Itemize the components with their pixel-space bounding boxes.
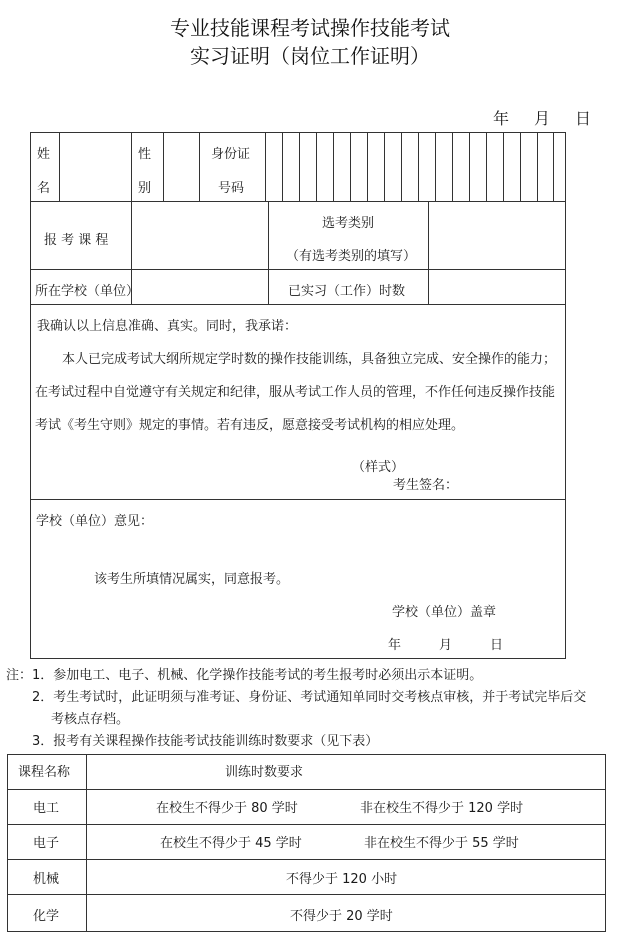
date-year: 年	[493, 109, 510, 128]
table-header-requirement: 训练时数要求	[225, 765, 304, 780]
table-border-right	[605, 754, 606, 932]
id-digit-divider	[520, 132, 521, 202]
row-divider	[30, 269, 566, 270]
id-digit-divider	[503, 132, 504, 202]
cell-divider	[268, 201, 269, 305]
date-day: 日	[575, 109, 592, 128]
table-cell-requirement: 非在校生不得少于 55 学时	[364, 836, 519, 851]
table-cell-requirement: 非在校生不得少于 120 学时	[360, 801, 524, 816]
name-label-char2: 名	[37, 181, 51, 196]
table-row-divider	[7, 894, 606, 895]
table-cell-course: 机械	[33, 872, 60, 887]
school-opinion-label: 学校（单位）意见：	[36, 514, 154, 529]
table-cell-course: 电工	[33, 801, 60, 816]
id-label-line1: 身份证	[211, 147, 251, 162]
cell-divider	[59, 132, 60, 202]
id-digit-divider	[401, 132, 402, 202]
table-cell-requirement: 在校生不得少于 45 学时	[160, 836, 302, 851]
id-digit-divider	[282, 132, 283, 202]
opinion-date-month: 月	[439, 638, 453, 653]
row-divider	[30, 499, 566, 500]
table-column-divider	[86, 754, 87, 932]
table-border-top	[7, 754, 606, 755]
id-digit-divider	[537, 132, 538, 202]
school-seal-label: 学校（单位）盖章	[392, 605, 497, 620]
cell-divider	[265, 132, 266, 202]
id-digit-divider	[435, 132, 436, 202]
id-digit-divider	[418, 132, 419, 202]
cell-divider	[199, 132, 200, 202]
id-digit-divider	[469, 132, 470, 202]
form-border-left	[30, 132, 31, 659]
id-digit-divider	[486, 132, 487, 202]
note-3: 3．报考有关课程操作技能考试技能训练时数要求（见下表）	[32, 734, 379, 749]
table-cell-requirement: 在校生不得少于 80 学时	[156, 801, 298, 816]
declaration-line3: 考试《考生守则》规定的事情。若有违反，愿意接受考试机构的相应处理。	[35, 418, 465, 433]
id-digit-divider	[367, 132, 368, 202]
cell-divider	[428, 201, 429, 305]
school-label: 所在学校（单位）	[35, 284, 140, 299]
table-cell-requirement: 不得少于 120 小时	[286, 872, 398, 887]
signature-label: 考生签名：	[393, 478, 459, 493]
row-divider	[30, 304, 566, 305]
id-digit-divider	[316, 132, 317, 202]
id-label-line2: 号码	[218, 181, 245, 196]
sample-marker: （样式）	[352, 460, 405, 475]
gender-label-char1: 性	[138, 147, 152, 162]
table-cell-course: 化学	[33, 909, 60, 924]
id-digit-divider	[452, 132, 453, 202]
category-note: （有选考类别的填写）	[286, 249, 417, 264]
table-row-divider	[7, 859, 606, 860]
opinion-date-year: 年	[388, 638, 402, 653]
table-cell-requirement: 不得少于 20 学时	[290, 909, 393, 924]
category-label: 选考类别	[322, 216, 375, 231]
cell-divider	[163, 132, 164, 202]
table-cell-course: 电子	[33, 836, 60, 851]
note-2: 2．考生考试时，此证明须与准考证、身份证、考试通知单同时交考核点审核，并于考试完毕后交	[32, 690, 587, 705]
document-title-line1: 专业技能课程考试操作技能考试	[170, 16, 450, 40]
opinion-date-day: 日	[490, 638, 504, 653]
table-border-left	[7, 754, 8, 932]
id-digit-divider	[299, 132, 300, 202]
id-digit-divider	[384, 132, 385, 202]
form-border-bottom	[30, 658, 566, 659]
form-border-right	[565, 132, 566, 659]
table-row-divider	[7, 824, 606, 825]
declaration-line1: 本人已完成考试大纲所规定学时数的操作技能训练，具备独立完成、安全操作的能力；	[62, 352, 557, 367]
name-label-char1: 姓	[37, 147, 51, 162]
table-header-course: 课程名称	[18, 765, 71, 780]
table-border-bottom	[7, 931, 606, 932]
id-digit-divider	[553, 132, 554, 202]
declaration-intro: 我确认以上信息准确、真实。同时，我承诺：	[37, 319, 298, 334]
notes-prefix: 注：	[6, 668, 33, 683]
date-month: 月	[534, 109, 551, 128]
cell-divider	[131, 132, 132, 202]
note-2-continued: 考核点存档。	[51, 712, 130, 727]
gender-label-char2: 别	[138, 181, 152, 196]
id-digit-divider	[350, 132, 351, 202]
practice-hours-label: 已实习（工作）时数	[288, 284, 406, 299]
course-label: 报 考 课 程	[44, 233, 109, 248]
declaration-line2: 在考试过程中自觉遵守有关规定和纪律，服从考试工作人员的管理，不作任何违反操作技能	[35, 385, 556, 400]
id-digit-divider	[333, 132, 334, 202]
table-row-divider	[7, 789, 606, 790]
opinion-statement: 该考生所填情况属实，同意报考。	[94, 572, 290, 587]
note-1: 1．参加电工、电子、机械、化学操作技能考试的考生报考时必须出示本证明。	[32, 668, 483, 683]
document-title-line2: 实习证明（岗位工作证明）	[190, 44, 430, 68]
